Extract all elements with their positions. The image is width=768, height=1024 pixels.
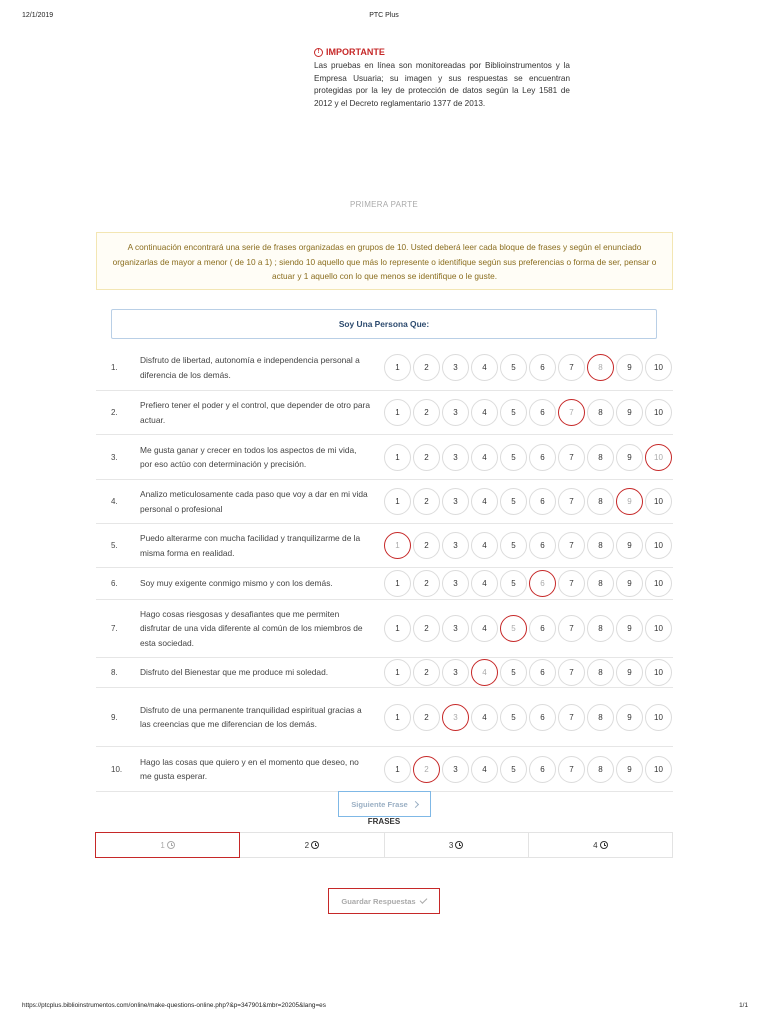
rating-option-selected[interactable]: 8 bbox=[587, 354, 614, 381]
rating-option[interactable]: 2 bbox=[413, 354, 440, 381]
rating-options bbox=[384, 658, 672, 687]
statement-text: Disfruto del Bienestar que me produce mi soledad. bbox=[140, 667, 329, 678]
rating-option[interactable]: 1 bbox=[384, 570, 411, 597]
rating-option[interactable]: 8 bbox=[587, 659, 614, 686]
rating-option-selected[interactable]: 2 bbox=[413, 756, 440, 783]
rating-option[interactable]: 9 bbox=[616, 444, 643, 471]
rating-option-selected[interactable]: 7 bbox=[558, 399, 585, 426]
rating-option-selected[interactable]: 3 bbox=[442, 704, 469, 731]
rating-option[interactable]: 8 bbox=[587, 532, 614, 559]
rating-option[interactable]: 10 bbox=[645, 615, 672, 642]
rating-option[interactable]: 6 bbox=[529, 488, 556, 515]
clock-icon bbox=[600, 841, 608, 849]
rating-option[interactable]: 9 bbox=[616, 570, 643, 597]
tab-label: 3 bbox=[448, 840, 454, 850]
statement-number: 5. bbox=[111, 541, 118, 550]
rating-option[interactable]: 8 bbox=[587, 756, 614, 783]
frases-tab-1[interactable] bbox=[95, 832, 240, 858]
rating-option[interactable]: 2 bbox=[413, 704, 440, 731]
rating-option[interactable]: 5 bbox=[500, 659, 527, 686]
statement-number: 2. bbox=[111, 408, 118, 417]
save-answers-label: Guardar Respuestas bbox=[341, 896, 416, 906]
rating-option[interactable]: 9 bbox=[616, 659, 643, 686]
rating-option[interactable]: 8 bbox=[587, 570, 614, 597]
statement-row bbox=[96, 688, 673, 747]
statement-row bbox=[96, 345, 673, 391]
rating-option[interactable]: 3 bbox=[442, 570, 469, 597]
statement-text: Soy muy exigente conmigo mismo y con los demás. bbox=[140, 578, 333, 589]
clock-icon bbox=[311, 841, 319, 849]
rating-options bbox=[384, 435, 672, 479]
frases-tab-4[interactable] bbox=[529, 832, 673, 858]
print-page-number: 1/1 bbox=[739, 1002, 748, 1009]
rating-option[interactable]: 6 bbox=[529, 704, 556, 731]
section-title: PRIMERA PARTE bbox=[349, 200, 419, 209]
statement-text: Hago cosas riesgosas y desafiantes que me permiten disfrutar de una vida diferente al común de los miembros de esta sociedad. bbox=[140, 608, 363, 648]
rating-option-selected[interactable]: 10 bbox=[645, 444, 672, 471]
rating-option[interactable]: 6 bbox=[529, 756, 556, 783]
rating-option[interactable]: 3 bbox=[442, 532, 469, 559]
rating-options bbox=[384, 568, 672, 599]
rating-option[interactable]: 5 bbox=[500, 354, 527, 381]
rating-option[interactable]: 6 bbox=[529, 615, 556, 642]
rating-option[interactable]: 5 bbox=[500, 488, 527, 515]
rating-option[interactable]: 5 bbox=[500, 570, 527, 597]
rating-option[interactable]: 2 bbox=[413, 532, 440, 559]
statement-text: Disfruto de una permanente tranquilidad espiritual gracias a las creencias que me diferencian de los demás. bbox=[140, 704, 362, 729]
instructions-box: A continuación encontrará una serie de frases organizadas en grupos de 10. Usted deberá leer cada bloque de frases y según el enunciado organizarlas de mayor a menor ( de 10 a 1) ; siendo 10 aquello que más lo represente o identifique según sus preferencias o forma de ser, pensar o actuar y 1 aquello con lo que menos se identifique o le guste. bbox=[96, 232, 673, 290]
statement-number: 10. bbox=[111, 764, 123, 774]
statements-list bbox=[96, 345, 673, 792]
statement-row bbox=[96, 658, 673, 688]
rating-option[interactable]: 9 bbox=[616, 704, 643, 731]
rating-option[interactable]: 7 bbox=[558, 659, 585, 686]
rating-option[interactable]: 9 bbox=[616, 399, 643, 426]
rating-option-selected[interactable]: 5 bbox=[500, 615, 527, 642]
rating-option[interactable]: 6 bbox=[529, 532, 556, 559]
statement-row bbox=[96, 391, 673, 435]
rating-option[interactable]: 8 bbox=[587, 444, 614, 471]
statement-row bbox=[96, 524, 673, 568]
important-title: IMPORTANTE bbox=[326, 47, 385, 57]
rating-option[interactable]: 2 bbox=[413, 570, 440, 597]
clock-icon bbox=[455, 841, 463, 849]
rating-option[interactable]: 7 bbox=[558, 488, 585, 515]
statement-row bbox=[96, 480, 673, 524]
rating-option[interactable]: 5 bbox=[500, 704, 527, 731]
rating-option[interactable]: 9 bbox=[616, 354, 643, 381]
chevron-right-icon bbox=[412, 800, 419, 807]
rating-option[interactable]: 3 bbox=[442, 354, 469, 381]
frases-tab-2[interactable] bbox=[240, 832, 384, 858]
rating-option[interactable]: 10 bbox=[645, 354, 672, 381]
rating-option[interactable]: 4 bbox=[471, 704, 498, 731]
statement-row bbox=[96, 435, 673, 480]
rating-option[interactable]: 3 bbox=[442, 659, 469, 686]
rating-options bbox=[384, 524, 672, 567]
rating-option[interactable]: 10 bbox=[645, 488, 672, 515]
rating-option[interactable]: 4 bbox=[471, 444, 498, 471]
rating-option[interactable]: 9 bbox=[616, 615, 643, 642]
rating-option[interactable]: 1 bbox=[384, 704, 411, 731]
print-title: PTC Plus bbox=[369, 12, 399, 19]
statement-text: Me gusta ganar y crecer en todos los aspectos de mi vida, por eso actúo con determinación y precisión. bbox=[140, 444, 357, 469]
print-date: 12/1/2019 bbox=[22, 12, 54, 19]
rating-option[interactable]: 10 bbox=[645, 570, 672, 597]
rating-option[interactable]: 10 bbox=[645, 399, 672, 426]
next-phrase-button[interactable] bbox=[338, 791, 431, 817]
rating-option[interactable]: 4 bbox=[471, 615, 498, 642]
rating-option[interactable]: 5 bbox=[500, 756, 527, 783]
rating-option[interactable]: 10 bbox=[645, 659, 672, 686]
rating-option[interactable]: 3 bbox=[442, 615, 469, 642]
rating-option[interactable]: 7 bbox=[558, 756, 585, 783]
rating-option[interactable]: 1 bbox=[384, 756, 411, 783]
rating-options bbox=[384, 345, 672, 390]
rating-options bbox=[384, 391, 672, 434]
rating-option[interactable]: 7 bbox=[558, 444, 585, 471]
tab-label: 4 bbox=[593, 840, 598, 850]
rating-option[interactable]: 3 bbox=[442, 444, 469, 471]
print-url: https://ptcplus.biblioinstrumentos.com/online/make-questions-online.php?&p=347901&mbr=20205&lang=es bbox=[22, 1002, 326, 1009]
statement-number: 8. bbox=[111, 668, 118, 677]
rating-option[interactable]: 8 bbox=[587, 615, 614, 642]
tab-label: 1 bbox=[160, 840, 165, 850]
rating-option[interactable]: 7 bbox=[558, 704, 585, 731]
rating-option[interactable]: 6 bbox=[529, 399, 556, 426]
rating-option[interactable]: 6 bbox=[529, 659, 556, 686]
rating-option[interactable]: 3 bbox=[442, 488, 469, 515]
important-header bbox=[314, 45, 570, 59]
rating-option[interactable]: 4 bbox=[471, 756, 498, 783]
rating-option[interactable]: 4 bbox=[471, 354, 498, 381]
rating-option[interactable]: 4 bbox=[471, 570, 498, 597]
rating-option[interactable]: 7 bbox=[558, 354, 585, 381]
statement-row bbox=[96, 600, 673, 658]
rating-option[interactable]: 5 bbox=[500, 399, 527, 426]
important-body: Las pruebas en línea son monitoreadas por Biblioinstrumentos y la Empresa Usuaria; su imagen y sus respuestas se encuentran protegidas por la ley de protección de datos según la Ley 1581 de 2012 y el Decreto reglamentario 1377 de 2013. bbox=[314, 61, 570, 108]
rating-option[interactable]: 1 bbox=[384, 659, 411, 686]
rating-option[interactable]: 7 bbox=[558, 532, 585, 559]
rating-option[interactable]: 5 bbox=[500, 444, 527, 471]
rating-option[interactable]: 9 bbox=[616, 532, 643, 559]
rating-option[interactable]: 1 bbox=[384, 354, 411, 381]
rating-option[interactable]: 1 bbox=[384, 444, 411, 471]
rating-option[interactable]: 2 bbox=[413, 488, 440, 515]
print-header bbox=[0, 0, 768, 30]
statement-text: Analizo meticulosamente cada paso que voy a dar en mi vida personal o profesional bbox=[140, 489, 368, 514]
rating-option[interactable]: 1 bbox=[384, 615, 411, 642]
check-icon bbox=[419, 896, 427, 904]
save-answers-button[interactable] bbox=[328, 888, 440, 914]
rating-option-selected[interactable]: 9 bbox=[616, 488, 643, 515]
statement-number: 6. bbox=[111, 579, 118, 588]
statement-row bbox=[96, 747, 673, 792]
rating-option[interactable]: 6 bbox=[529, 444, 556, 471]
rating-option-selected[interactable]: 1 bbox=[384, 532, 411, 559]
rating-option[interactable]: 2 bbox=[413, 615, 440, 642]
rating-options bbox=[384, 600, 672, 657]
rating-option[interactable]: 8 bbox=[587, 399, 614, 426]
question-header: Soy Una Persona Que: bbox=[111, 309, 657, 339]
alert-circle-icon: ! bbox=[314, 48, 323, 57]
rating-option[interactable]: 4 bbox=[471, 532, 498, 559]
clock-icon bbox=[167, 841, 175, 849]
rating-option-selected[interactable]: 6 bbox=[529, 570, 556, 597]
statement-number: 9. bbox=[111, 712, 118, 722]
rating-option[interactable]: 1 bbox=[384, 488, 411, 515]
statement-text: Hago las cosas que quiero y en el momento que deseo, no me gusta esperar. bbox=[140, 756, 359, 781]
rating-option[interactable]: 10 bbox=[645, 704, 672, 731]
rating-option[interactable]: 5 bbox=[500, 532, 527, 559]
rating-option[interactable]: 3 bbox=[442, 399, 469, 426]
statement-number: 4. bbox=[111, 497, 118, 506]
rating-option[interactable]: 9 bbox=[616, 756, 643, 783]
statement-number: 7. bbox=[111, 624, 118, 633]
rating-option[interactable]: 2 bbox=[413, 399, 440, 426]
tab-label: 2 bbox=[304, 840, 310, 850]
rating-option[interactable]: 4 bbox=[471, 488, 498, 515]
frases-tabs bbox=[95, 832, 673, 858]
statement-number: 1. bbox=[111, 363, 118, 372]
rating-options bbox=[384, 480, 672, 523]
rating-option-selected[interactable]: 4 bbox=[471, 659, 498, 686]
rating-option[interactable]: 10 bbox=[645, 756, 672, 783]
rating-option[interactable]: 1 bbox=[384, 399, 411, 426]
statement-text: Prefiero tener el poder y el control, que depender de otro para actuar. bbox=[140, 400, 370, 425]
rating-options bbox=[384, 688, 672, 746]
rating-option[interactable]: 8 bbox=[587, 704, 614, 731]
statement-number: 3. bbox=[111, 452, 118, 462]
rating-option[interactable]: 2 bbox=[413, 659, 440, 686]
frases-tab-3[interactable] bbox=[385, 832, 529, 858]
next-phrase-label: Siguiente Frase bbox=[351, 799, 408, 809]
statement-row bbox=[96, 568, 673, 600]
rating-option[interactable]: 4 bbox=[471, 399, 498, 426]
rating-option[interactable]: 8 bbox=[587, 488, 614, 515]
statement-text: Puedo alterarme con mucha facilidad y tranquilizarme de la misma forma en realidad. bbox=[140, 533, 361, 558]
rating-option[interactable]: 6 bbox=[529, 354, 556, 381]
rating-option[interactable]: 7 bbox=[558, 570, 585, 597]
rating-options bbox=[384, 747, 672, 791]
frases-label: FRASES bbox=[367, 817, 401, 826]
rating-option[interactable]: 3 bbox=[442, 756, 469, 783]
statement-text: Disfruto de libertad, autonomía e independencia personal a diferencia de los demás. bbox=[140, 355, 360, 380]
rating-option[interactable]: 10 bbox=[645, 532, 672, 559]
rating-option[interactable]: 2 bbox=[413, 444, 440, 471]
important-notice bbox=[314, 45, 570, 110]
rating-option[interactable]: 7 bbox=[558, 615, 585, 642]
